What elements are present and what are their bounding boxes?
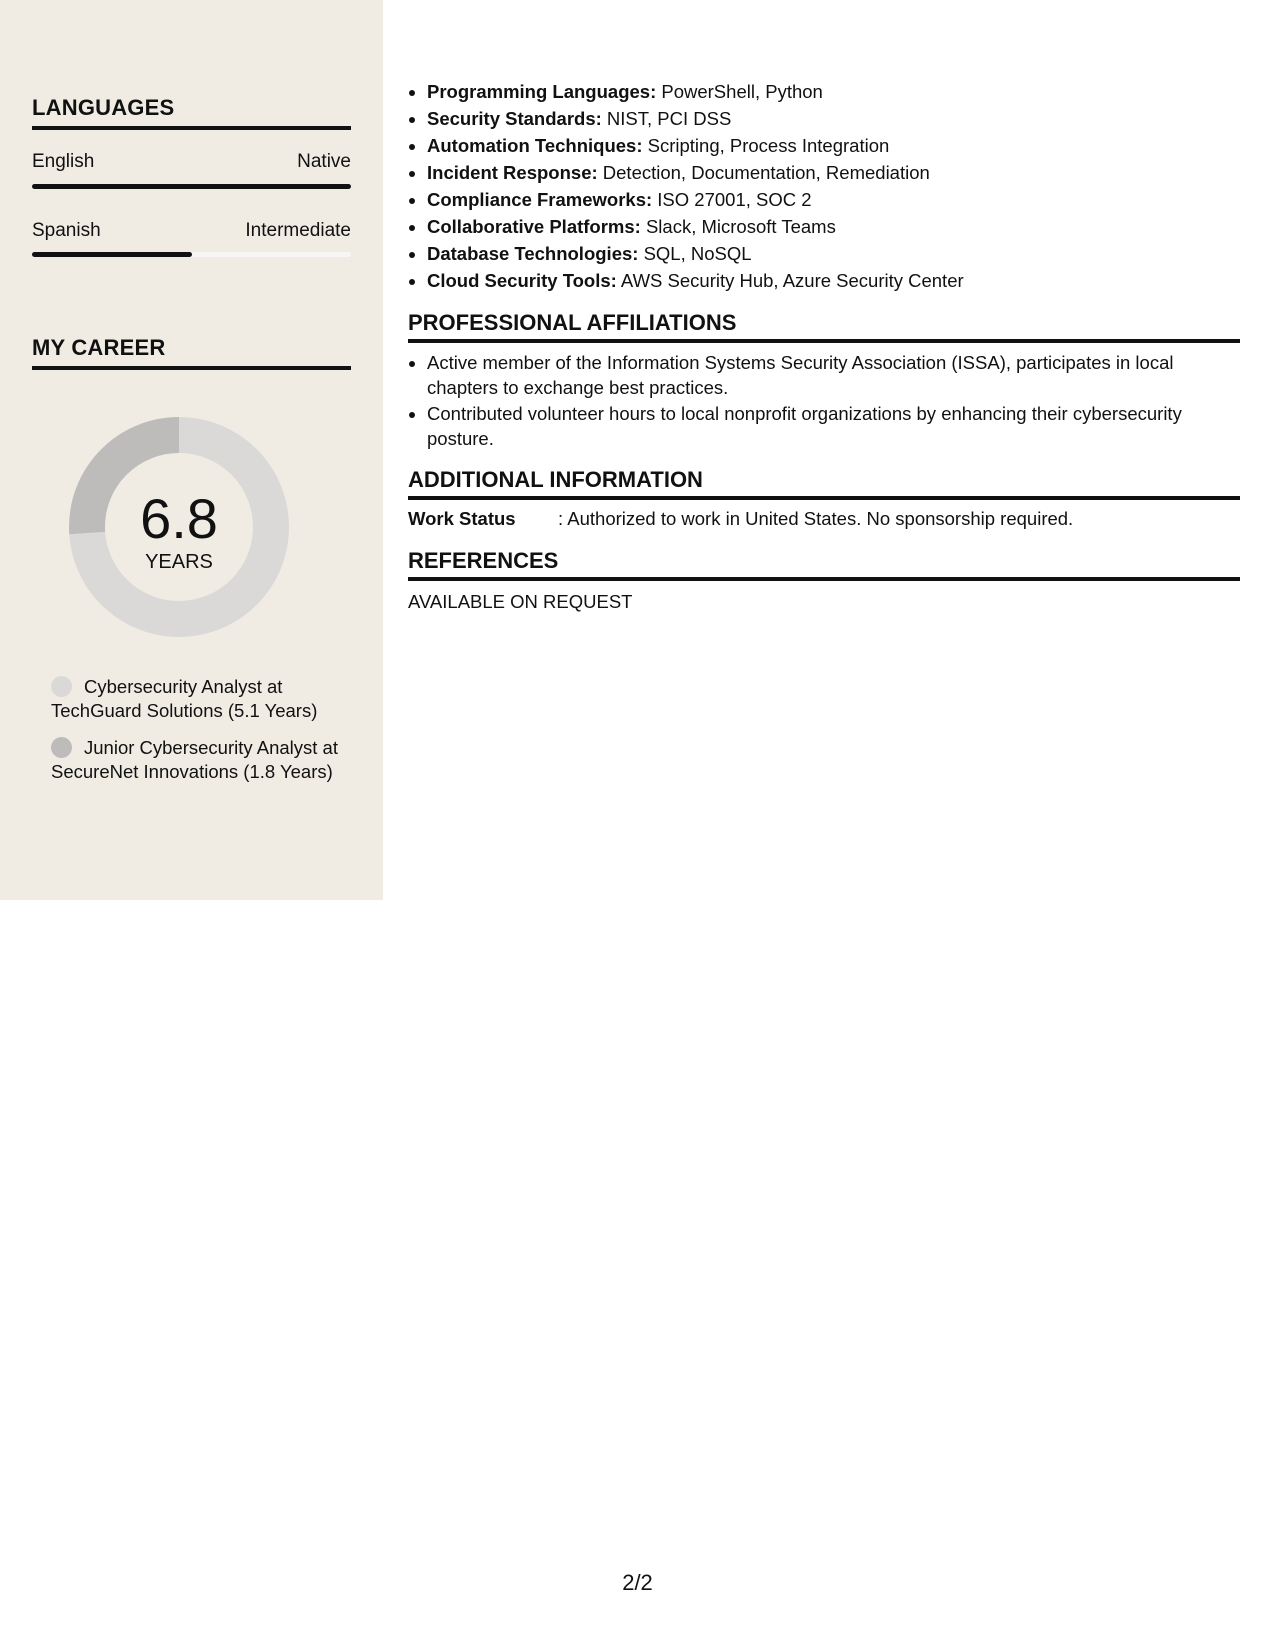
affiliations-list — [408, 351, 1240, 451]
skill-item — [427, 78, 1240, 105]
sidebar — [0, 0, 383, 900]
language-name: Spanish — [32, 220, 101, 241]
skill-value: Scripting, Process Integration — [642, 135, 890, 156]
language-bar-fill — [32, 184, 351, 189]
language-bar-english — [32, 184, 351, 189]
skill-label: Security Standards: — [427, 108, 602, 129]
skill-item — [427, 159, 1240, 186]
skill-label: Incident Response: — [427, 162, 598, 183]
language-level: Intermediate — [245, 220, 351, 241]
career-legend — [51, 675, 341, 797]
career-legend-label: Cybersecurity Analyst at TechGuard Solutions (5.1 Years) — [51, 676, 318, 721]
career-heading: MY CAREER — [32, 335, 351, 370]
work-status-value: : Authorized to work in United States. No sponsorship required. — [558, 508, 1074, 529]
language-bar-spanish — [32, 252, 351, 257]
skill-label: Compliance Frameworks: — [427, 189, 653, 210]
career-donut-chart — [64, 412, 294, 642]
skill-label: Automation Techniques: — [427, 135, 643, 156]
career-years-unit: YEARS — [145, 551, 213, 573]
career-legend-item — [51, 736, 341, 784]
legend-dot-icon — [51, 737, 72, 758]
skill-item — [427, 213, 1240, 240]
skills-list — [408, 78, 1240, 294]
career-legend-item — [51, 675, 341, 723]
language-bar-fill — [32, 252, 192, 257]
skill-value: SQL, NoSQL — [638, 243, 752, 264]
main-content — [408, 78, 1240, 613]
affiliation-item: • Active member of the Information Systems Security Association (ISSA), participates in local chapters to exchange best practices. — [427, 351, 1240, 400]
language-item-english — [32, 151, 351, 173]
affiliations-heading: PROFESSIONAL AFFILIATIONS — [408, 310, 1240, 343]
skill-label: Cloud Security Tools: — [427, 270, 617, 291]
languages-heading: LANGUAGES — [32, 95, 351, 130]
skill-item — [427, 267, 1240, 294]
skill-label: Programming Languages: — [427, 81, 657, 102]
affiliation-item: • Contributed volunteer hours to local nonprofit organizations by enhancing their cybersecurity posture. — [427, 402, 1240, 451]
work-status-row — [408, 508, 1240, 530]
skill-value: NIST, PCI DSS — [601, 108, 732, 129]
skill-value: Detection, Documentation, Remediation — [597, 162, 930, 183]
skill-value: PowerShell, Python — [656, 81, 823, 102]
skill-item — [427, 132, 1240, 159]
skill-value: ISO 27001, SOC 2 — [652, 189, 812, 210]
skill-item — [427, 240, 1240, 267]
skill-label: Collaborative Platforms: — [427, 216, 641, 237]
career-total-years: 6.8 — [140, 487, 218, 550]
skill-label: Database Technologies: — [427, 243, 639, 264]
language-name: English — [32, 151, 95, 172]
skill-value: Slack, Microsoft Teams — [640, 216, 836, 237]
legend-dot-icon — [51, 676, 72, 697]
references-text: AVAILABLE ON REQUEST — [408, 591, 633, 612]
work-status-label: Work Status — [408, 508, 516, 529]
page-number: 2/2 — [622, 1570, 653, 1595]
references-heading: REFERENCES — [408, 548, 1240, 581]
skill-value: AWS Security Hub, Azure Security Center — [616, 270, 964, 291]
career-legend-label: Junior Cybersecurity Analyst at SecureNet Innovations (1.8 Years) — [51, 737, 338, 782]
language-item-spanish — [32, 220, 351, 242]
additional-info-heading: ADDITIONAL INFORMATION — [408, 467, 1240, 500]
skill-item — [427, 186, 1240, 213]
skill-item — [427, 105, 1240, 132]
language-level: Native — [297, 151, 351, 172]
